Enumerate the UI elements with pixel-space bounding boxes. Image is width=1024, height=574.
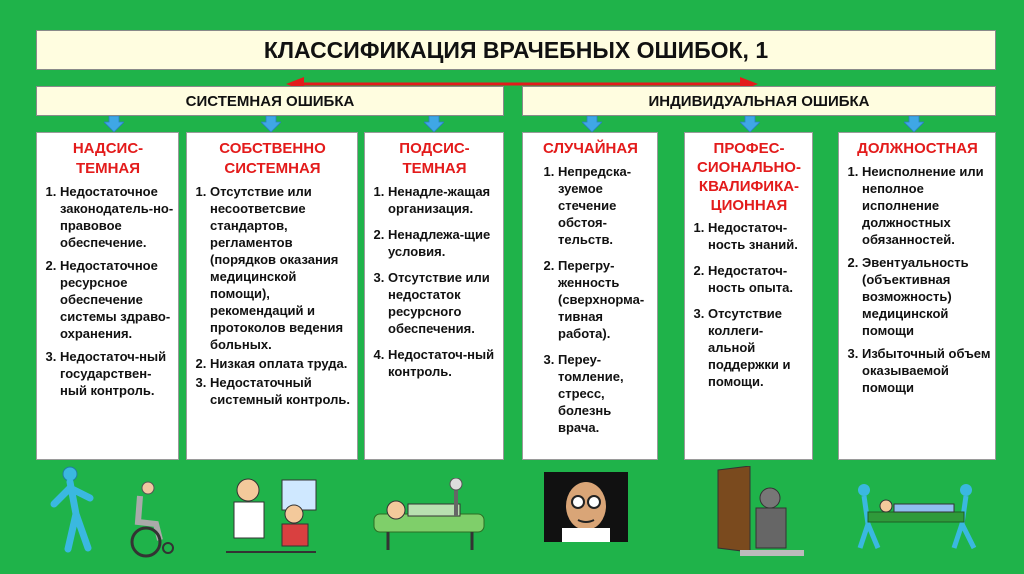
list-item: 1. Отсутствие или несоответсвие стандартов, регламентов (порядков оказания медицинской помощи), рекомендаций и протоколов ведения больных. (210, 183, 353, 353)
column-heading: СЛУЧАЙНАЯ (543, 140, 638, 157)
walker-with-wheelchair-icon (40, 464, 180, 560)
list-item: 1. Неисполнение или неполное исполнение должностных обязанностей. (862, 163, 991, 248)
list-item: 2. Эвентуальность (объективная возможность) медицинской помощи (862, 254, 991, 339)
list-item: 3. Отсутствие коллеги-альной поддержки и помощи. (708, 305, 808, 390)
list-item: 3. Отсутствие или недостаток ресурсного обеспечения. (388, 269, 499, 337)
item-list (42, 183, 174, 399)
list-item: 1. Непредска-зуемое стечение обстоя-тельств. (558, 163, 653, 248)
down-arrow-icon (904, 116, 924, 132)
category-systemic: СИСТЕМНАЯ ОШИБКА (36, 86, 504, 116)
down-arrow-icon (740, 116, 760, 132)
column-professional-qualification (684, 132, 813, 460)
column-heading: НАДСИС- ТЕМНАЯ (72, 140, 144, 177)
down-arrow-icon (582, 116, 602, 132)
column-sub-systemic (364, 132, 504, 460)
item-list (690, 219, 808, 390)
list-item: 3. Недостаточный системный контроль. (210, 374, 353, 408)
list-item: 1. Недостаточ-ность знаний. (708, 219, 808, 253)
list-item: 2. Недостаточное ресурсное обеспечение системы здраво-охранения. (60, 257, 174, 342)
item-list (192, 183, 353, 408)
list-item: 3. Недостаточ-ный государствен-ный контроль. (60, 348, 174, 399)
list-item: 3. Переу-томление, стресс, болезнь врача. (558, 351, 653, 436)
column-heading: ДОЛЖНОСТНАЯ (857, 140, 978, 157)
list-item: 3. Избыточный объем оказываемой помощи (862, 345, 991, 396)
column-heading: ПРОФЕС- СИОНАЛЬНО- КВАЛИФИКА- ЦИОННАЯ (697, 140, 801, 214)
column-supra-systemic (36, 132, 179, 460)
worried-doctor-icon (544, 472, 628, 542)
down-arrow-icon (424, 116, 444, 132)
down-arrow-icon (104, 116, 124, 132)
list-item: 1. Ненадле-жащая организация. (388, 183, 499, 217)
column-heading: СОБСТВЕННО СИСТЕМНАЯ (219, 140, 326, 177)
item-list (844, 163, 991, 396)
list-item: 2. Недостаточ-ность опыта. (708, 262, 808, 296)
item-list (370, 183, 499, 380)
patient-in-bed-icon (368, 478, 492, 558)
list-item: 2. Низкая оплата труда. (210, 355, 353, 372)
page-title: КЛАССИФИКАЦИЯ ВРАЧЕБНЫХ ОШИБОК, 1 (36, 30, 996, 70)
man-at-door-icon (710, 466, 810, 558)
down-arrow-icon (261, 116, 281, 132)
list-item: 2. Перегру-женность (сверхнорма-тивная работа). (558, 257, 653, 342)
stretcher-carriers-icon (846, 472, 986, 556)
column-proper-systemic (186, 132, 358, 460)
list-item: 2. Ненадлежа-щие условия. (388, 226, 499, 260)
item-list (528, 163, 653, 436)
category-individual: ИНДИВИДУАЛЬНАЯ ОШИБКА (522, 86, 996, 116)
column-heading: ПОДСИС- ТЕМНАЯ (399, 140, 470, 177)
list-item: 1. Недостаточное законодатель-но-правовое обеспечение. (60, 183, 174, 251)
list-item: 4. Недостаточ-ный контроль. (388, 346, 499, 380)
column-random (522, 132, 658, 460)
doctor-examining-child-icon (216, 470, 326, 560)
column-official (838, 132, 996, 460)
